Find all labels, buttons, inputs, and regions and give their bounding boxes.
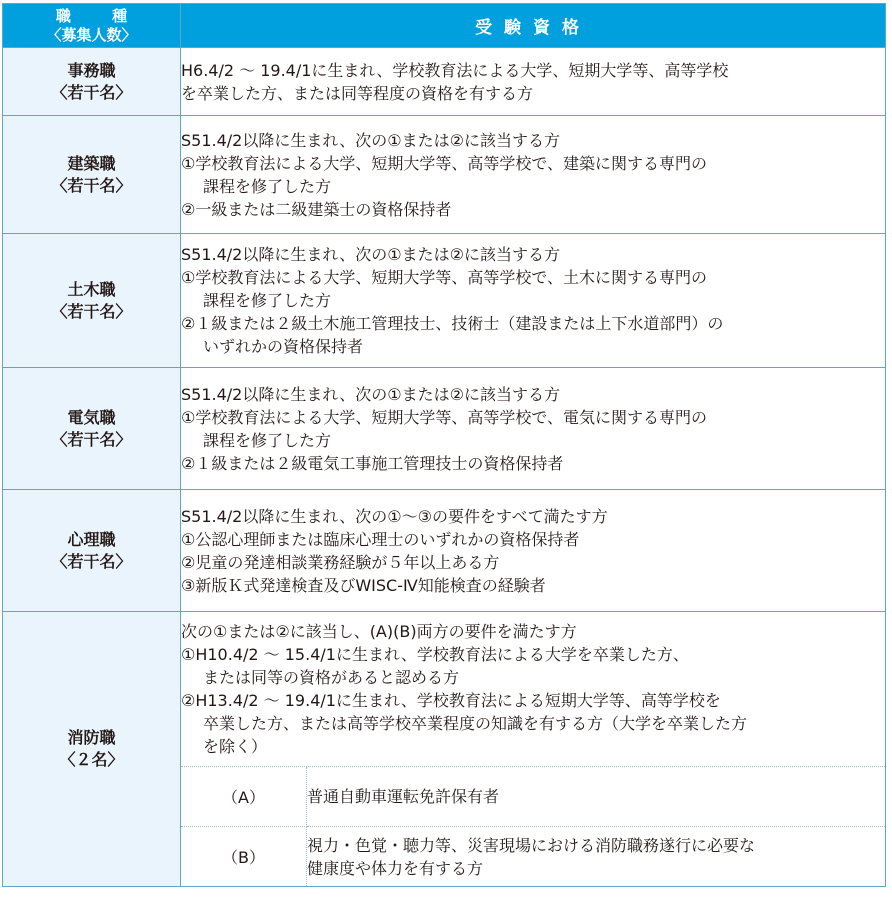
qualification-line: 卒業した方、または高等学校卒業程度の知識を有する方（大学を卒業した方 bbox=[203, 714, 748, 733]
requirement-b-line: 健康度や体力を有する方 bbox=[307, 858, 484, 878]
qualification-line: ②一級または二級建築士の資格保持者 bbox=[181, 199, 452, 219]
job-cell bbox=[3, 612, 181, 887]
qualification-line: ①公認心理師または臨床心理士のいずれかの資格保持者 bbox=[181, 529, 580, 549]
qualification-line: ②児童の発達相談業務経験が５年以上ある方 bbox=[181, 552, 500, 572]
qualification-line: ①学校教育法による大学、短期大学等、高等学校で、電気に関する専門の bbox=[181, 407, 708, 427]
qualification-line: S51.4/2以降に生まれ、次の①～③の要件をすべて満たす方 bbox=[181, 506, 608, 526]
requirement-b-label: （B） bbox=[181, 827, 307, 887]
job-count: 〈２名〉 bbox=[59, 750, 124, 769]
job-cell bbox=[3, 116, 181, 234]
table-header bbox=[3, 4, 886, 48]
qualification-line: 課程を修了した方 bbox=[203, 430, 332, 450]
qualification-line: ①学校教育法による大学、短期大学等、高等学校で、建築に関する専門の bbox=[181, 153, 708, 173]
header-qualification-column: 受験資格 bbox=[181, 4, 886, 48]
qualification-table bbox=[2, 3, 886, 887]
qualification-cell bbox=[181, 234, 886, 368]
qualification-line: 課程を修了した方 bbox=[203, 176, 332, 196]
requirement-b-line: 視力・色覚・聴力等、災害現場における消防職務遂行に必要な bbox=[307, 835, 756, 855]
qualification-cell bbox=[181, 116, 886, 234]
qualification-line: H6.4/2 ～ 19.4/1に生まれ、学校教育法による大学、短期大学等、高等学校 bbox=[181, 60, 729, 80]
job-count: 〈若干名〉 bbox=[51, 551, 132, 571]
job-count: 〈若干名〉 bbox=[51, 301, 132, 321]
qualification-line: ②H13.4/2 ～ 19.4/1に生まれ、学校教育法による短期大学等、高等学校を bbox=[181, 691, 721, 710]
job-cell bbox=[3, 48, 181, 116]
header-job-subtitle: 〈募集人数〉 bbox=[46, 25, 137, 44]
qualification-line: S51.4/2以降に生まれ、次の①または②に該当する方 bbox=[181, 245, 560, 264]
qualification-line: ②１級または２級電気工事施工管理技士の資格保持者 bbox=[181, 453, 564, 473]
qualification-line: ①学校教育法による大学、短期大学等、高等学校で、土木に関する専門の bbox=[181, 268, 708, 287]
qualification-line: ①H10.4/2 ～ 15.4/1に生まれ、学校教育法による大学を卒業した方、 bbox=[181, 645, 689, 664]
qualification-cell bbox=[181, 490, 886, 612]
job-name: 消防職 bbox=[67, 728, 116, 747]
requirement-a-text: 普通自動車運転免許保有者 bbox=[307, 767, 886, 827]
qualification-line: ③新版Ｋ式発達検査及びWISC-Ⅳ知能検査の経験者 bbox=[181, 575, 546, 595]
table-row bbox=[3, 48, 886, 116]
job-count: 〈若干名〉 bbox=[51, 175, 132, 195]
table-row bbox=[3, 490, 886, 612]
job-cell bbox=[3, 490, 181, 612]
job-count: 〈若干名〉 bbox=[51, 82, 132, 102]
table-row bbox=[3, 368, 886, 490]
qualification-line: を除く） bbox=[203, 737, 268, 756]
job-name: 事務職 bbox=[67, 60, 116, 80]
table-row bbox=[3, 116, 886, 234]
job-cell bbox=[3, 234, 181, 368]
table-row bbox=[3, 234, 886, 368]
table-row bbox=[3, 612, 886, 767]
header-job-column bbox=[3, 4, 181, 48]
qualification-line: いずれかの資格保持者 bbox=[203, 337, 364, 356]
job-name: 電気職 bbox=[67, 407, 116, 427]
qualification-line: ②１級または２級土木施工管理技士、技術士（建設または上下水道部門）の bbox=[181, 314, 724, 333]
job-count: 〈若干名〉 bbox=[51, 429, 132, 449]
qualification-line: 次の①または②に該当し、(A)(B)両方の要件を満たす方 bbox=[181, 622, 577, 641]
job-name: 心理職 bbox=[67, 529, 116, 549]
job-name: 土木職 bbox=[67, 279, 116, 299]
qualification-cell bbox=[181, 368, 886, 490]
qualification-line: 課程を修了した方 bbox=[203, 291, 332, 310]
qualification-line: S51.4/2以降に生まれ、次の①または②に該当する方 bbox=[181, 130, 560, 150]
job-cell bbox=[3, 368, 181, 490]
qualification-line: S51.4/2以降に生まれ、次の①または②に該当する方 bbox=[181, 384, 560, 404]
requirement-b-text bbox=[307, 827, 886, 887]
requirement-a-label: （A） bbox=[181, 767, 307, 827]
qualification-cell bbox=[181, 48, 886, 116]
qualification-line: または同等の資格があると認める方 bbox=[203, 668, 460, 687]
job-name: 建築職 bbox=[67, 153, 116, 173]
qualification-cell bbox=[181, 612, 886, 767]
qualification-line: を卒業した方、または同等程度の資格を有する方 bbox=[181, 83, 534, 103]
header-job-title: 職 種 bbox=[55, 6, 146, 25]
